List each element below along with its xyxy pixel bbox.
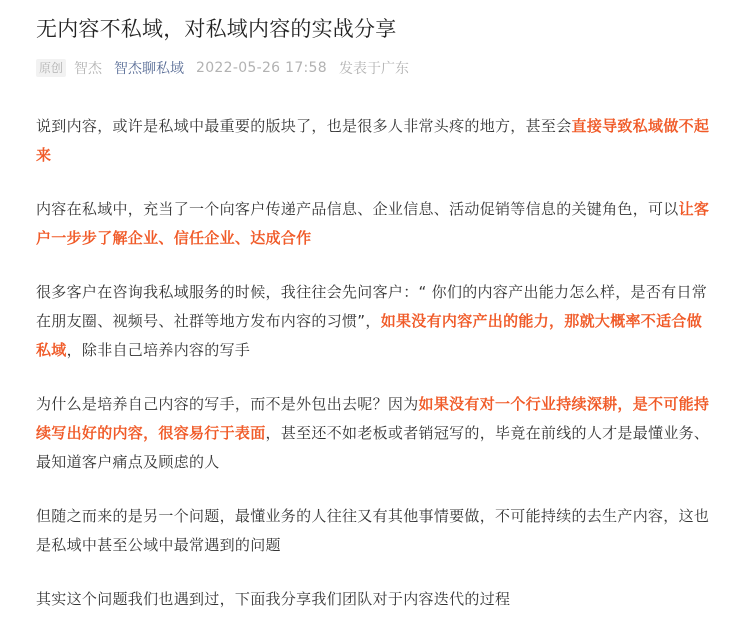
paragraph-text: 为什么是培养自己内容的写手，而不是外包出去呢？因为 [36, 395, 419, 413]
paragraph-text: 说到内容，或许是私域中最重要的版块了，也是很多人非常头疼的地方，甚至会 [36, 117, 572, 135]
article-paragraph [36, 112, 712, 170]
article-paragraph [36, 585, 712, 614]
paragraph-text: 其实这个问题我们也遇到过，下面我分享我们团队对于内容迭代的过程 [36, 590, 511, 608]
original-badge: 原创 [36, 59, 66, 77]
highlighted-text: 让客户一步步了解企业、信任企业、达成合作 [36, 200, 710, 247]
publish-location: 发表于广东 [338, 61, 409, 77]
paragraph-text: 但随之而来的是另一个问题，最懂业务的人往往又有其他事情要做，不可能持续的去生产内容，这也是私域中甚至公域中最常遇到的问题 [36, 507, 710, 554]
article-paragraph [36, 278, 712, 365]
article-body [36, 112, 712, 639]
article-meta [36, 57, 726, 79]
account-name-link[interactable]: 智杰聊私域 [114, 61, 185, 77]
article-paragraph [36, 502, 712, 560]
highlighted-text: 如果没有内容产出的能力，那就大概率不适合做私域 [36, 312, 702, 359]
article-paragraph [36, 390, 712, 477]
article-header [36, 0, 726, 79]
publish-datetime: 2022-05-26 17:58 [196, 60, 327, 76]
paragraph-text: ，甚至还不如老板或者销冠写的，毕竟在前线的人才是最懂业务、最知道客户痛点及顾虑的人 [36, 424, 710, 471]
article-paragraph [36, 195, 712, 253]
highlighted-text: 直接导致私域做不起来 [36, 117, 710, 164]
paragraph-text: ，除非自己培养内容的写手 [66, 341, 251, 359]
paragraph-text: 内容在私域中，充当了一个向客户传递产品信息、企业信息、活动促销等信息的关键角色，可以 [36, 200, 679, 218]
article-title: 无内容不私域，对私域内容的实战分享 [36, 17, 397, 41]
highlighted-text: 如果没有对一个行业持续深耕，是不可能持续写出好的内容，很容易行于表面 [36, 395, 710, 442]
author-name: 智杰 [74, 61, 103, 77]
paragraph-text: 很多客户在咨询我私域服务的时候，我往往会先问客户：“ 你们的内容产出能力怎么样，是否有日常在朋友圈、视频号、社群等地方发布内容的习惯”， [36, 283, 708, 330]
